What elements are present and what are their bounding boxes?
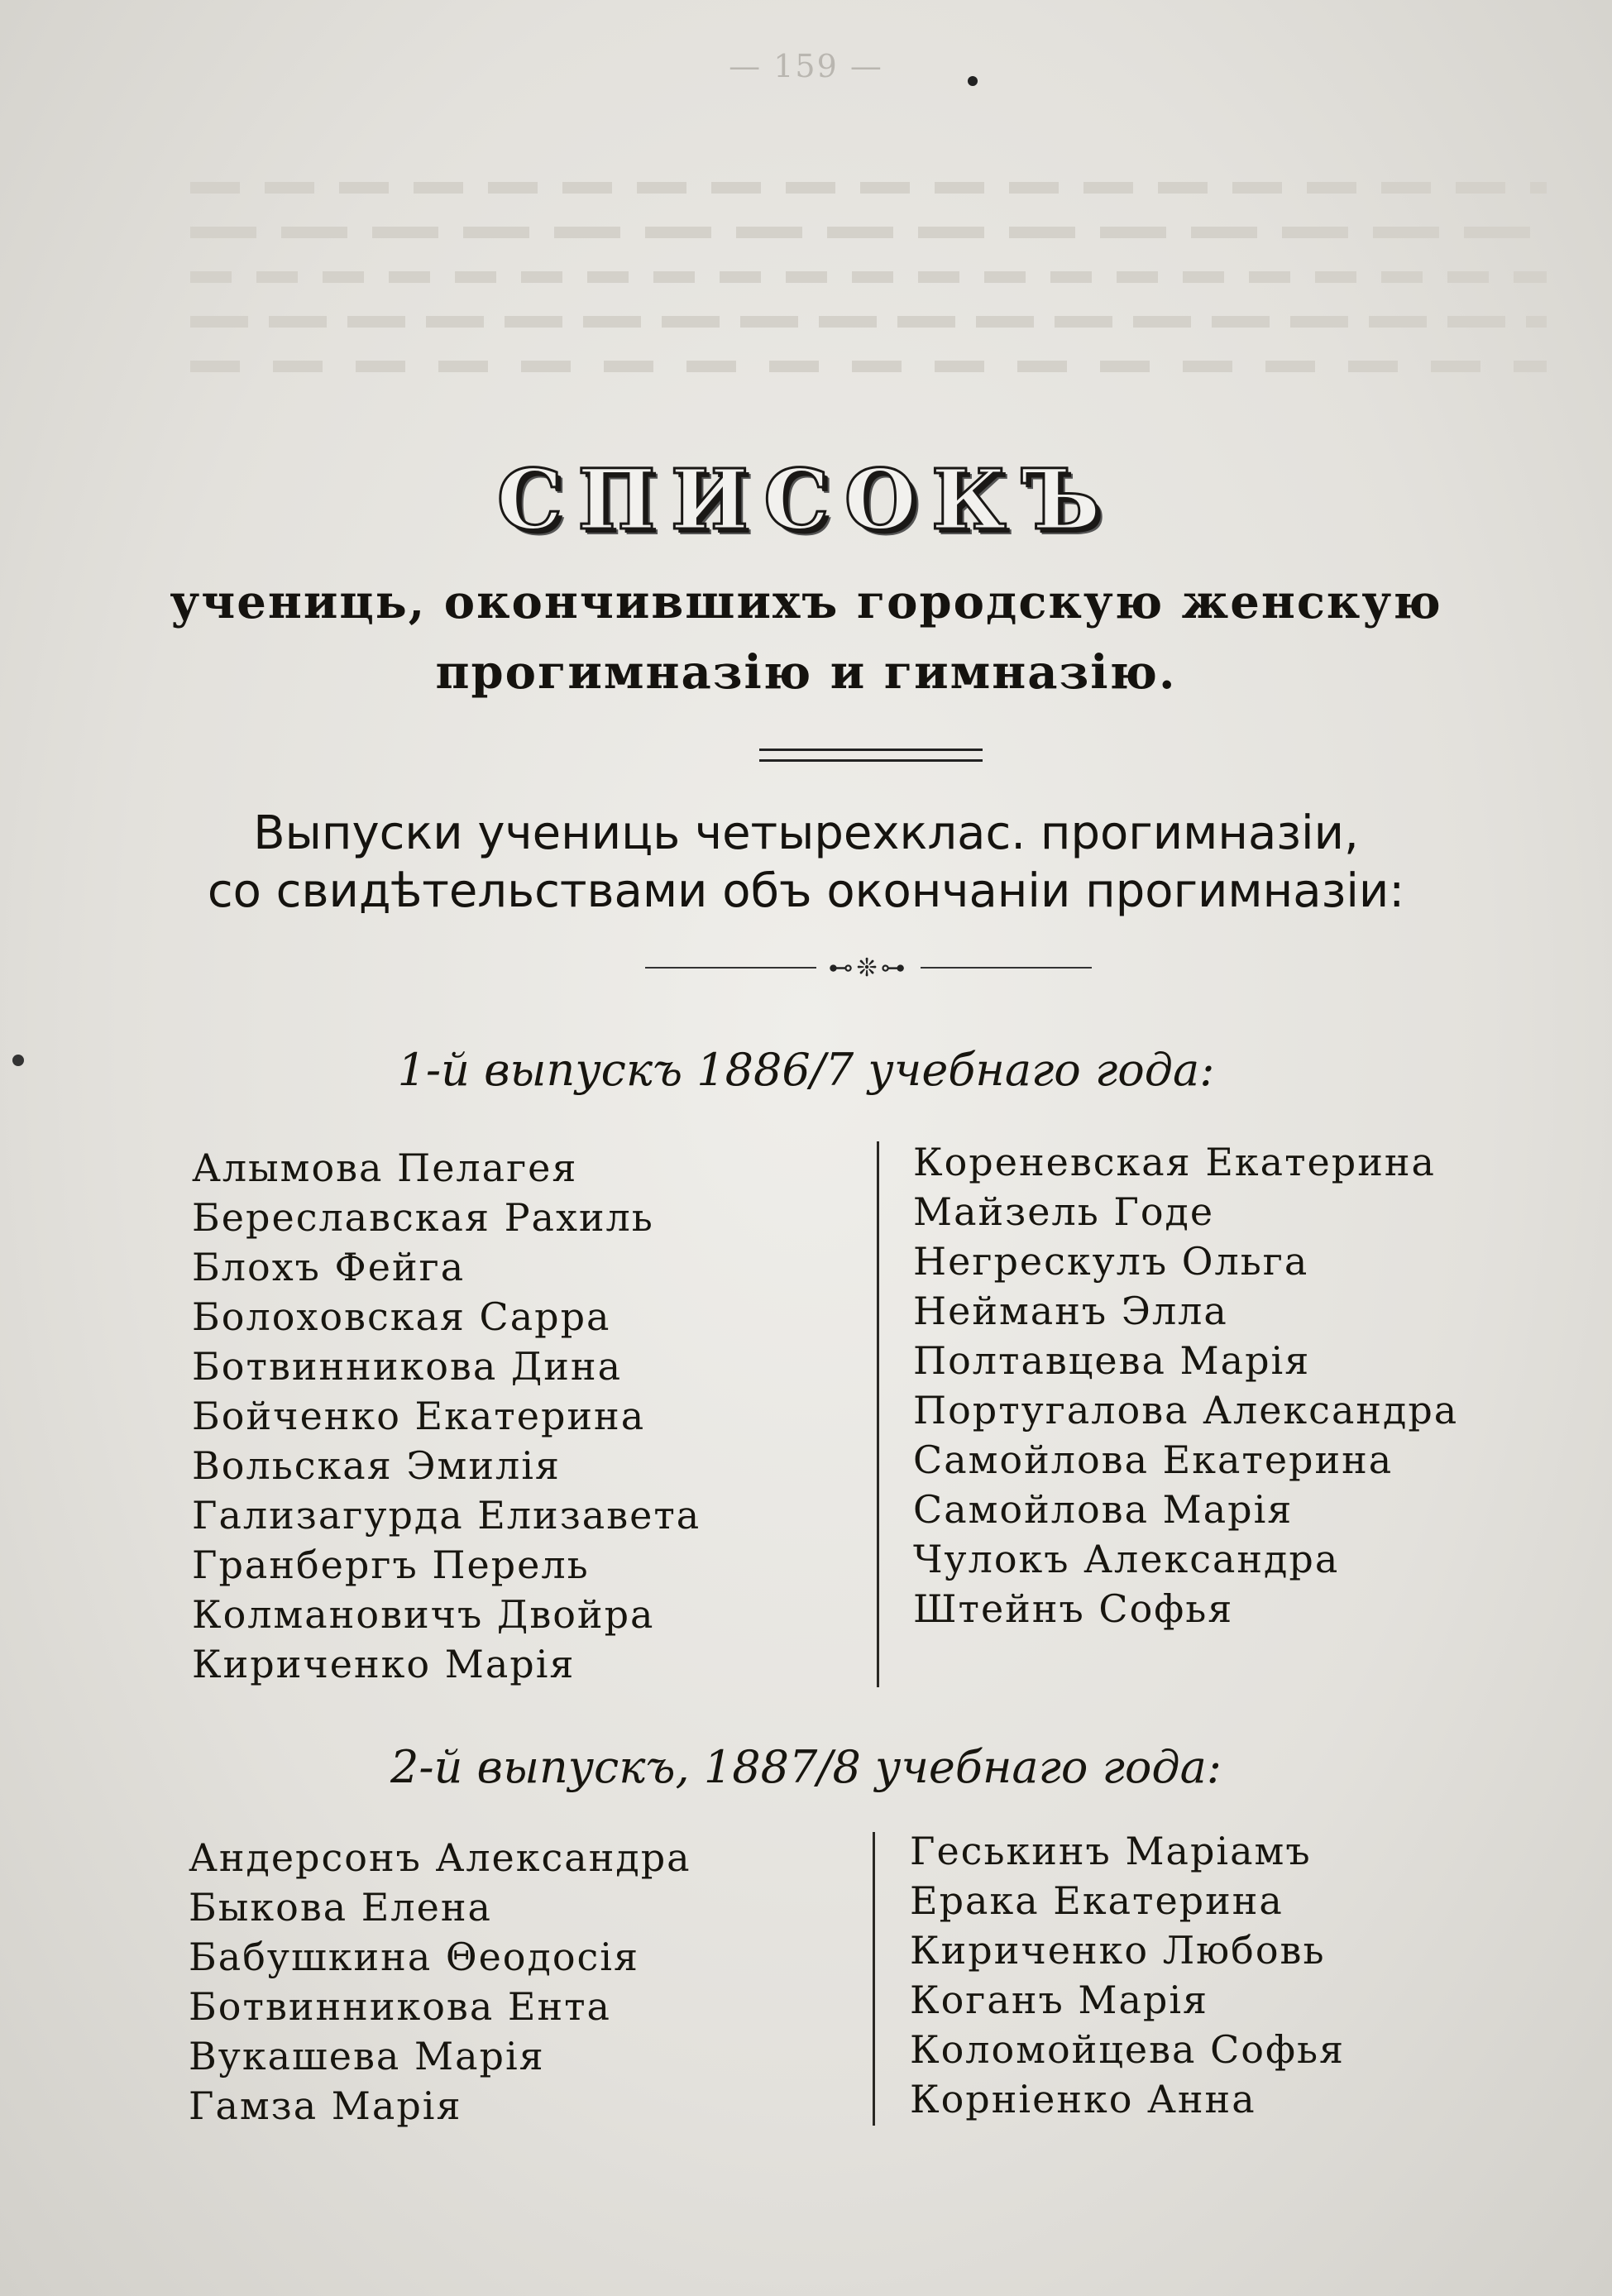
student-name: Гализагурда Елизавета <box>192 1493 701 1538</box>
student-name: Коломойцева Софья <box>910 2027 1346 2072</box>
student-name: Гранбергъ Перель <box>192 1543 590 1587</box>
subtitle-line: прогимназію и гимназію. <box>435 645 1177 700</box>
student-name: Болоховская Сарра <box>192 1294 611 1339</box>
ornament-line <box>645 967 816 969</box>
document-title: СПИСОКЪ <box>496 451 1116 548</box>
student-name: Полтавцева Марія <box>913 1338 1311 1383</box>
page-number: — 159 — <box>729 48 883 84</box>
double-rule <box>759 749 983 762</box>
student-list-left <box>189 1833 691 2131</box>
student-name: Андерсонъ Александра <box>189 1835 691 1880</box>
student-name: Кириченко Марія <box>192 1642 576 1686</box>
student-name: Геськинъ Маріамъ <box>910 1829 1312 1873</box>
student-name: Блохъ Фейга <box>192 1245 466 1289</box>
student-name: Бойченко Екатерина <box>192 1394 646 1438</box>
student-name: Самойлова Марія <box>913 1487 1294 1532</box>
student-name: Кириченко Любовь <box>910 1928 1326 1973</box>
student-name: Нейманъ Элла <box>913 1289 1228 1333</box>
student-name: Береславская Рахиль <box>192 1195 654 1240</box>
student-name: Ботвинникова Дина <box>192 1344 623 1389</box>
student-list-right <box>910 1826 1345 2124</box>
student-name: Самойлова Екатерина <box>913 1437 1394 1482</box>
student-name: Коганъ Марія <box>910 1978 1209 2022</box>
student-name: Португалова Александра <box>913 1388 1459 1433</box>
student-name: Негрескулъ Ольга <box>913 1239 1309 1284</box>
ink-dot <box>968 76 978 86</box>
student-name: Гамза Марія <box>189 2083 462 2128</box>
student-name: Вольская Эмилія <box>192 1443 561 1488</box>
section-header-line: со свидѣтельствами объ окончаніи прогимназіи: <box>207 864 1405 918</box>
ornament-flourish-icon: ⊷❊⊶ <box>828 953 909 983</box>
graduation-year-heading: 1-й выпускъ 1886/7 учебнаго года: <box>397 1044 1215 1096</box>
student-name: Ботвинникова Ента <box>189 1984 611 2029</box>
section-header-line: Выпуски учениць четырехклас. прогимназіи, <box>253 806 1359 860</box>
ornamental-divider <box>645 951 1092 984</box>
ornament-line <box>921 967 1092 969</box>
student-name: Быкова Елена <box>189 1885 492 1930</box>
student-name: Вукашева Марія <box>189 2034 545 2078</box>
student-name: Кореневская Екатерина <box>913 1140 1436 1184</box>
student-name: Ерака Екатерина <box>910 1878 1284 1923</box>
graduation-year-heading: 2-й выпускъ, 1887/8 учебнаго года: <box>390 1741 1222 1793</box>
student-name: Штейнъ Софья <box>913 1586 1234 1631</box>
column-divider <box>873 1832 875 2126</box>
subtitle-line: учениць, окончившихъ городскую женскую <box>170 575 1442 629</box>
student-name: Алымова Пелагея <box>192 1146 578 1190</box>
student-name: Чулокъ Александра <box>913 1537 1340 1581</box>
student-name: Корніенко Анна <box>910 2077 1256 2121</box>
student-list-right <box>913 1137 1458 1634</box>
student-list-left <box>192 1143 701 1689</box>
student-name: Колмановичъ Двойра <box>192 1592 655 1637</box>
column-divider <box>877 1141 879 1687</box>
student-name: Бабушкина Θеодосія <box>189 1935 640 1979</box>
student-name: Майзель Годе <box>913 1189 1215 1234</box>
